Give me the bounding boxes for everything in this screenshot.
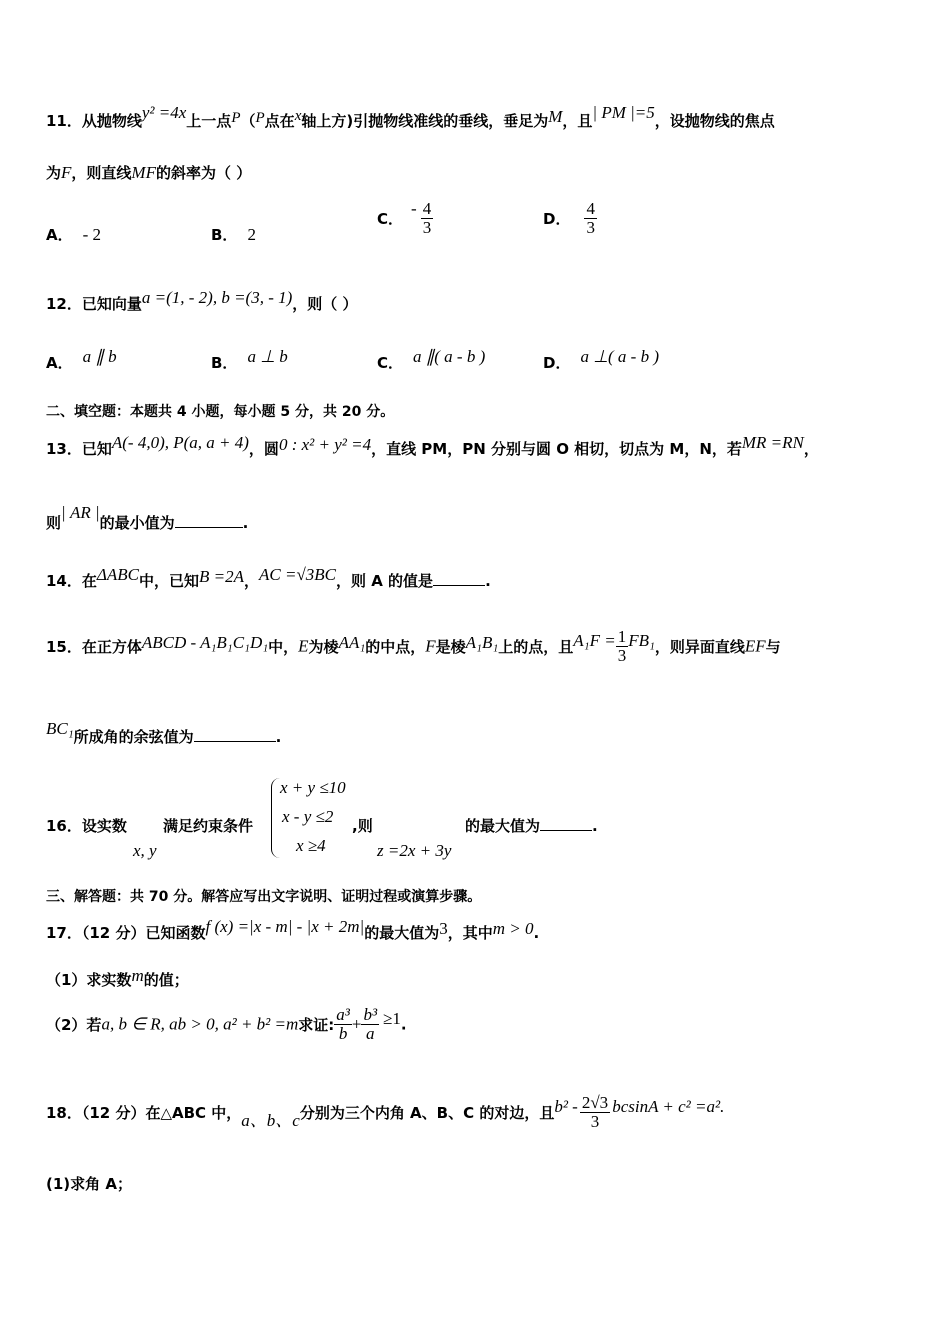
- q16-constraint-1: x + y ≤10: [280, 778, 346, 797]
- q16-variables: x, y: [133, 841, 157, 860]
- q16-label: 16．设实数: [46, 817, 127, 835]
- q17-fraction-a: $\frac{\text{a³}}{b}$: [336, 1005, 350, 1043]
- q12-option-c[interactable]: C． a ∥( a - b ): [377, 347, 486, 372]
- q18-stem: 18．（12 分）在△ABC 中，a、b、c分别为三个内角 A、B、C 的对边，且b² - $\frac{2√3}{3}$ bcsinA + c² =a².: [46, 1093, 725, 1131]
- q11-option-c-fraction: $\frac{4}{3}$: [422, 199, 432, 237]
- q17-part1: （1）求实数m的值；: [46, 966, 189, 989]
- q17-part2: （2）若a, b ∈ R, ab > 0, a² + b² =m求证: $\frac{\text{a³}}{b}$ + $\frac{\text{b³}}{a}$ ≥1.: [46, 1005, 407, 1043]
- section-solution-heading: 三、解答题：共 70 分。解答应写出文字说明、证明过程或演算步骤。: [46, 889, 482, 905]
- q11-option-d-fraction: $\frac{4}{3}$: [586, 199, 595, 237]
- q15-line1: 15．在正方体ABCD - A₁B₁C₁D₁中，E为棱AA₁的中点，F是棱A₁B₁上的点，且A₁F = $\frac{1}{3}$ FB₁，则异面直线EF与: [46, 627, 781, 665]
- q15-line2: BC₁所成角的余弦值为 .: [46, 719, 282, 746]
- q11-option-c[interactable]: C．- $\frac{4}{3}$: [377, 198, 432, 237]
- q11-option-b[interactable]: B． 2: [211, 225, 256, 244]
- q13-line1: 13．已知A(- 4,0), P(a, a + 4)，圆0 : x² + y² =4，直线 PM，PN 分别与圆 O 相切，切点为 M，N，若MR =RN，: [46, 433, 819, 458]
- q15-ratio-fraction: $\frac{1}{3}$: [617, 627, 627, 665]
- q14-answer-blank[interactable]: [433, 571, 485, 586]
- q16-objective: z =2x + 3y: [377, 841, 452, 860]
- q13-line2: 则| AR |的最小值为 .: [46, 503, 249, 532]
- q15-answer-blank[interactable]: [194, 727, 276, 742]
- q14-stem: 14．在ΔABC中，已知B =2A，AC =√3BC，则 A 的值是 .: [46, 565, 491, 590]
- q12-option-a[interactable]: A． a ∥ b: [46, 347, 117, 372]
- q17-fraction-b: $\frac{\text{b³}}{a}$: [363, 1005, 378, 1043]
- q16-constraint-brace: [271, 778, 280, 858]
- q16-answer-blank[interactable]: [540, 816, 592, 831]
- section-fill-in-heading: 二、填空题：本题共 4 小题，每小题 5 分，共 20 分。: [46, 404, 395, 420]
- q11-option-d[interactable]: D． $\frac{4}{3}$: [543, 199, 595, 237]
- q11-line1: 11．从抛物线y² =4x上一点P（P点在x轴上方)引抛物线准线的垂线，垂足为M，且| PM |=5，设抛物线的焦点: [46, 103, 775, 130]
- q13-answer-blank[interactable]: [175, 513, 243, 528]
- q18-part1: (1)求角 A；: [46, 1175, 132, 1193]
- q11-option-a[interactable]: A． - 2: [46, 225, 102, 244]
- q12-stem: 12．已知向量a =(1, - 2), b =(3, - 1)，则（ ）: [46, 288, 358, 313]
- q18-fraction: $\frac{2√3}{3}$: [581, 1093, 609, 1131]
- q16-tail: 的最大值为 .: [465, 817, 598, 835]
- q16-constraint-2: x - y ≤2: [282, 807, 334, 826]
- q12-option-d[interactable]: D． a ⊥( a - b ): [543, 347, 659, 372]
- q16-constraint-label: 满足约束条件: [163, 817, 254, 835]
- q11-line2: 为F，则直线MF的斜率为（ ）: [46, 163, 252, 182]
- q17-stem: 17．（12 分）已知函数f (x) =|x - m| - |x + 2m|的最大值为3，其中m > 0.: [46, 917, 540, 942]
- q16-constraint-3: x ≥4: [296, 836, 326, 855]
- q16-then: ,则: [352, 817, 373, 835]
- q12-option-b[interactable]: B． a ⊥ b: [211, 347, 288, 372]
